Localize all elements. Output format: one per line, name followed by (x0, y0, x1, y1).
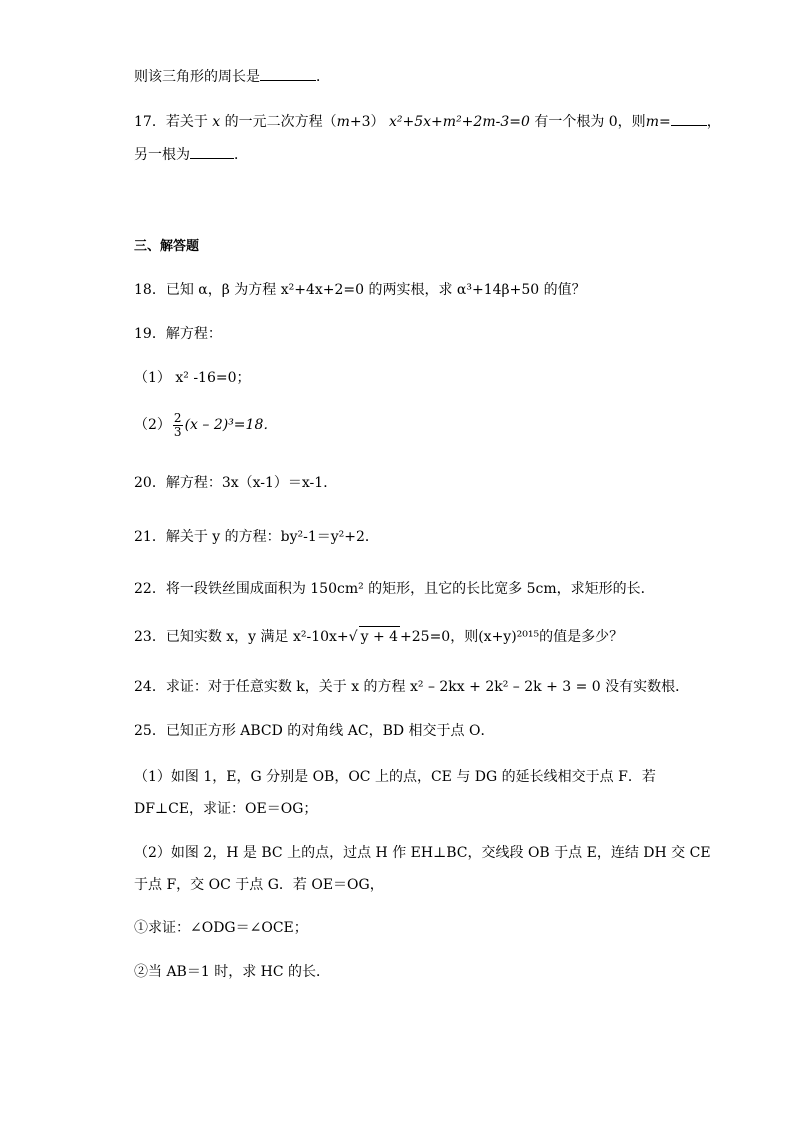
q17-part4: 有一个根为 0，则 (534, 114, 646, 130)
q17-end: ． (234, 147, 248, 163)
q17-var-x: x (212, 114, 221, 130)
q17-m-blank[interactable] (671, 111, 707, 126)
q17-comma: ， (706, 114, 721, 130)
q24: 24．求证：对于任意实数 k，关于 x 的方程 x² – 2kx + 2k² – 2k + 3 = 0 没有实数根． (134, 679, 690, 695)
q20: 20．解方程：3x（x-1）＝x-1． (134, 475, 338, 491)
q25-part1-line1: （1）如图 1，E，G 分别是 OB，OC 上的点，CE 与 DG 的延长线相交于点 F．若 (134, 769, 656, 785)
q19-part2-rest: (x – 2)³=18． (184, 417, 278, 433)
q17-part3: +3） (349, 114, 385, 130)
fraction-numerator: 2 (173, 410, 182, 425)
q17-line2 (134, 144, 248, 165)
q25-intro: 25．已知正方形 ABCD 的对角线 AC，BD 相交于点 O． (134, 723, 495, 739)
q23-post: +25=0，则(x+y)²⁰¹⁵的值是多少？ (400, 629, 624, 645)
q17-var-m: m (336, 114, 350, 130)
q25-part2-line1: （2）如图 2，H 是 BC 上的点，过点 H 作 EH⊥BC，交线段 OB 于点 E，连结 DH 交 CE (134, 845, 711, 861)
q23-pre: 23．已知实数 x，y 满足 x²-10x+ (134, 629, 349, 645)
q17-part2: 的一元二次方程（ (224, 114, 337, 130)
q25-part2-line2: 于点 F，交 OC 于点 G．若 OE＝OG， (134, 877, 384, 893)
q23-sqrt-arg: y + 4 (359, 626, 400, 647)
q19-part2 (134, 410, 277, 440)
q19-part1: （1） x² -16=0； (134, 370, 251, 386)
q17-line2-text: 另一根为 (134, 147, 190, 163)
q16-tail (134, 66, 330, 87)
q18: 18．已知 α，β 为方程 x²+4x+2=0 的两实根，求 α³+14β+50 的值？ (134, 282, 586, 298)
q17-root-blank[interactable] (190, 144, 234, 159)
section-title: 三、解答题 (134, 239, 200, 254)
q19-part2-label: （2） (134, 417, 171, 433)
fraction-denominator: 3 (173, 424, 182, 439)
q16-end: ． (316, 69, 330, 85)
sqrt-icon: √ (348, 629, 358, 645)
q25-sub2: ②当 AB＝1 时，求 HC 的长． (134, 964, 331, 980)
q25-sub1: ①求证：∠ODG＝∠OCE； (134, 920, 308, 936)
q19-title: 19．解方程： (134, 326, 222, 342)
q16-answer-blank[interactable] (260, 66, 316, 81)
fraction-two-thirds (173, 412, 183, 439)
q17-equation: x²+5x+m²+2m-3=0 (389, 114, 530, 130)
q22: 22．将一段铁丝围成面积为 150cm² 的矩形，且它的长比宽多 5cm，求矩形的长． (134, 581, 655, 597)
q23 (134, 626, 623, 647)
q25-part1-line2: DF⊥CE，求证：OE＝OG； (134, 801, 318, 817)
q17-m-eq: m= (645, 114, 671, 130)
q21: 21．解关于 y 的方程：by²-1＝y²+2． (134, 529, 379, 545)
q17-part1: 17．若关于 (134, 114, 208, 130)
q17-line1 (134, 111, 721, 132)
q16-text: 则该三角形的周长是 (134, 69, 260, 85)
